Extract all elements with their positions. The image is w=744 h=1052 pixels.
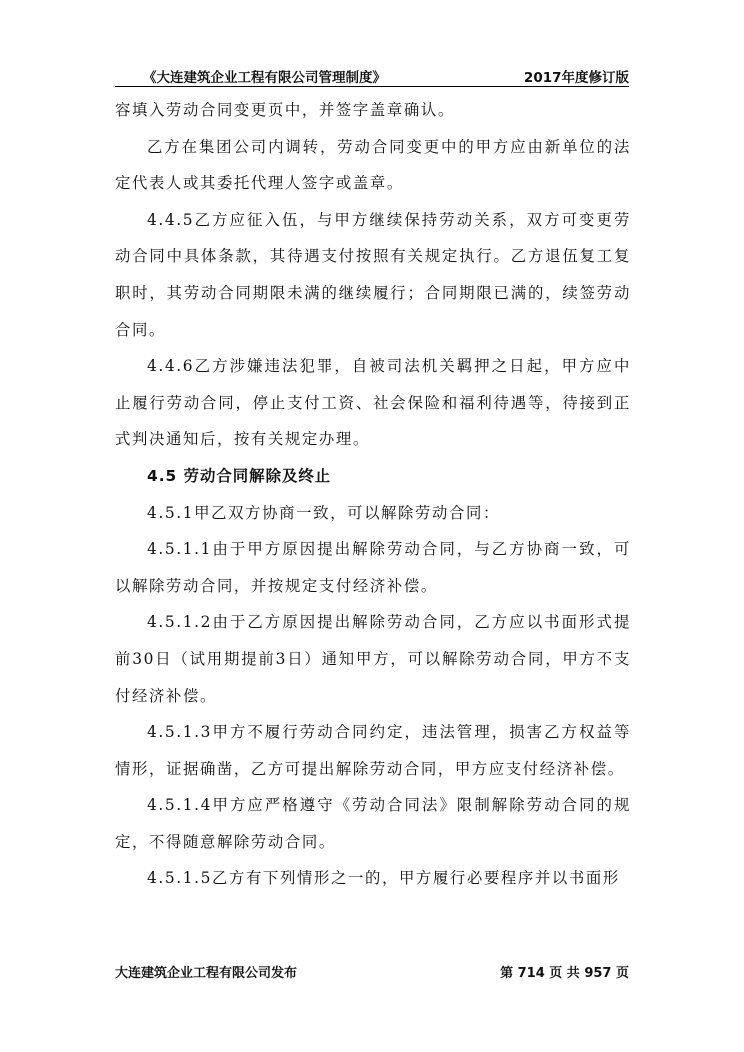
paragraph: 乙方在集团公司内调转，劳动合同变更中的甲方应由新单位的法定代表人或其委托代理人签字或盖章。 bbox=[115, 137, 631, 193]
page-header bbox=[115, 64, 629, 87]
document-body bbox=[115, 92, 631, 897]
version-label: 2017年度修订版 bbox=[523, 70, 629, 86]
paragraph-4-4-6: 4.4.6乙方涉嫌违法犯罪，自被司法机关羁押之日起，甲方应中止履行劳动合同，停止支付工资、社会保险和福利待遇等，待接到正式判决通知后，按有关规定办理。 bbox=[115, 357, 631, 449]
paragraph-4-5-1-5: 4.5.1.5乙方有下列情形之一的，甲方履行必要程序并以书面形 bbox=[147, 869, 620, 888]
paragraph-4-5-1: 4.5.1甲乙双方协商一致，可以解除劳动合同： bbox=[147, 503, 500, 522]
paragraph-continued: 容填入劳动合同变更页中，并签字盖章确认。 bbox=[115, 101, 455, 119]
paragraph-4-5-1-1: 4.5.1.1由于甲方原因提出解除劳动合同，与乙方协商一致，可以解除劳动合同，并按规定支付经济补偿。 bbox=[115, 540, 631, 595]
paragraph-4-5-1-4: 4.5.1.4甲方应严格遵守《劳动合同法》限制解除劳动合同的规定，不得随意解除劳动合同。 bbox=[115, 796, 631, 851]
paragraph-4-5-1-2: 4.5.1.2由于乙方原因提出解除劳动合同，乙方应以书面形式提前30日（试用期提前3日）通知甲方，可以解除劳动合同，甲方不支付经济补偿。 bbox=[115, 613, 631, 705]
paragraph-4-5-1-3: 4.5.1.3甲方不履行劳动合同约定，违法管理，损害乙方权益等情形，证据确凿，乙方可提出解除劳动合同，甲方应支付经济补偿。 bbox=[115, 723, 631, 778]
paragraph-4-4-5: 4.4.5乙方应征入伍，与甲方继续保持劳动关系，双方可变更劳动合同中具体条款，其待遇支付按照有关规定执行。乙方退伍复工复职时，其劳动合同期限未满的继续履行；合同期限已满的，续签劳动合同。 bbox=[115, 210, 631, 339]
page-number: 第 714 页 共 957 页 bbox=[500, 966, 629, 981]
publisher-label: 大连建筑企业工程有限公司发布 bbox=[115, 966, 298, 981]
section-heading-4-5: 4.5 劳动合同解除及终止 bbox=[147, 466, 332, 485]
document-title: 《大连建筑企业工程有限公司管理制度》 bbox=[143, 70, 386, 86]
